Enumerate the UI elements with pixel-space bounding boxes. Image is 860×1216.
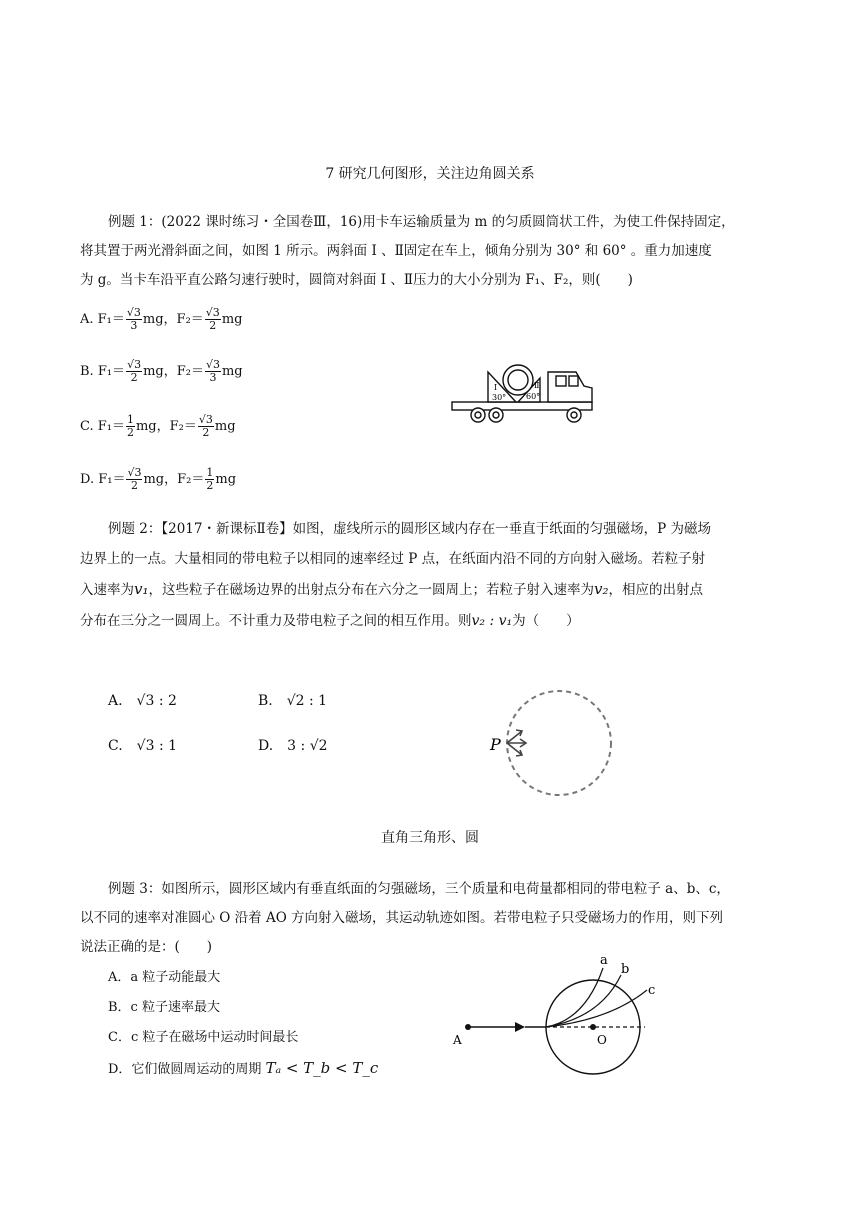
truck-figure <box>448 350 598 430</box>
label-incline-two: Ⅱ <box>534 381 540 390</box>
label-O: O <box>597 1033 607 1047</box>
label-incline-one: Ⅰ <box>494 383 498 392</box>
ex2-option-d[interactable]: D. 3 : √2 <box>258 738 328 754</box>
ex3-option-c[interactable]: C．c 粒子在磁场中运动时间最长 <box>108 1030 299 1045</box>
magnetic-field-circle-figure <box>484 680 624 800</box>
label-b: b <box>621 962 630 977</box>
label-P: P <box>490 735 501 754</box>
ex1-line1: 例题 1：(2022 课时练习・全国卷Ⅲ，16)用卡车运输质量为 m 的匀质圆筒状工件，为使工件保持固定， <box>108 214 735 230</box>
ex1-line3: 为 g。当卡车沿平直公路匀速行驶时，圆筒对斜面 Ⅰ 、Ⅱ压力的大小分别为 F₁、F₂，则( ) <box>80 272 633 288</box>
ex2-option-a[interactable]: A. √3 : 2 <box>108 693 177 709</box>
label-A: A <box>453 1033 462 1047</box>
label-60: 60° <box>526 392 541 401</box>
ex2-line4: 分布在三分之一圆周上。不计重力及带电粒子之间的相互作用。则v₂ : v₁为（ ） <box>80 613 580 629</box>
ex2-option-b[interactable]: B. √2 : 1 <box>258 693 328 709</box>
ex3-option-a[interactable]: A．a 粒子动能最大 <box>108 970 221 985</box>
ex3-line1: 例题 3：如图所示，圆形区域内有垂直纸面的匀强磁场，三个质量和电荷量都相同的带电粒子 a、b、c， <box>108 881 730 897</box>
ex3-option-b[interactable]: B．c 粒子速率最大 <box>108 1000 220 1015</box>
label-c: c <box>648 983 656 998</box>
ex2-line2: 边界上的一点。大量相同的带电粒子以相同的速率经过 P 点，在纸面内沿不同的方向射入磁场。若粒子射 <box>80 551 706 567</box>
label-30: 30° <box>492 393 507 402</box>
ex1-option-b[interactable]: B. F₁＝ $\frac{√3}{2}$ mg，F₂＝ $\frac{√3}{3}$ mg <box>80 358 243 384</box>
ex3-line3: 说法正确的是：( ) <box>80 939 213 955</box>
ex2-option-c[interactable]: C. √3 : 1 <box>108 738 178 754</box>
incoming-arrow <box>515 1022 525 1032</box>
page-title: 7 研究几何图形，关注边角圆关系 <box>325 166 535 182</box>
ex1-option-c[interactable]: C. F₁＝ $\frac{1}{2}$ mg，F₂＝ $\frac{√3}{2}$ mg <box>80 413 236 439</box>
ex1-option-d[interactable]: D. F₁＝ $\frac{√3}{2}$ mg，F₂＝ $\frac{1}{2}$ mg <box>80 466 237 492</box>
ex1-option-a[interactable]: A. F₁＝ $\frac{√3}{3}$ mg，F₂＝ $\frac{√3}{2}$ mg <box>80 306 243 332</box>
trajectory-a <box>546 968 603 1027</box>
ex3-option-d[interactable]: D．它们做圆周运动的周期 Tₐ < T_b < T_c <box>108 1059 379 1077</box>
center-O <box>590 1024 596 1030</box>
trajectory-c <box>546 990 647 1027</box>
ex2-line1: 例题 2：【2017・新课标Ⅱ卷】如图，虚线所示的圆形区域内存在一垂直于纸面的匀强磁场，P 为磁场 <box>108 521 712 537</box>
ex3-line2: 以不同的速率对准圆心 O 沿着 AO 方向射入磁场，其运动轨迹如图。若带电粒子只受磁场力的作用，则下列 <box>80 910 724 926</box>
wheel-rear <box>471 408 485 422</box>
wheel-rear-2 <box>489 408 503 422</box>
section-heading: 直角三角形、圆 <box>381 830 479 846</box>
point-A <box>465 1024 471 1030</box>
wheel-front <box>567 408 581 422</box>
label-a: a <box>600 953 608 968</box>
ex2-line3: 入速率为v₁，这些粒子在磁场边界的出射点分布在六分之一圆周上；若粒子射入速率为v₂，相应的出射点 <box>80 580 703 598</box>
ex1-line2: 将其置于两光滑斜面之间，如图 1 所示。两斜面 Ⅰ 、Ⅱ固定在车上，倾角分别为 30° 和 60° 。重力加速度 <box>80 243 712 259</box>
trajectory-figure <box>445 948 665 1078</box>
velocity-arrows <box>507 730 526 756</box>
